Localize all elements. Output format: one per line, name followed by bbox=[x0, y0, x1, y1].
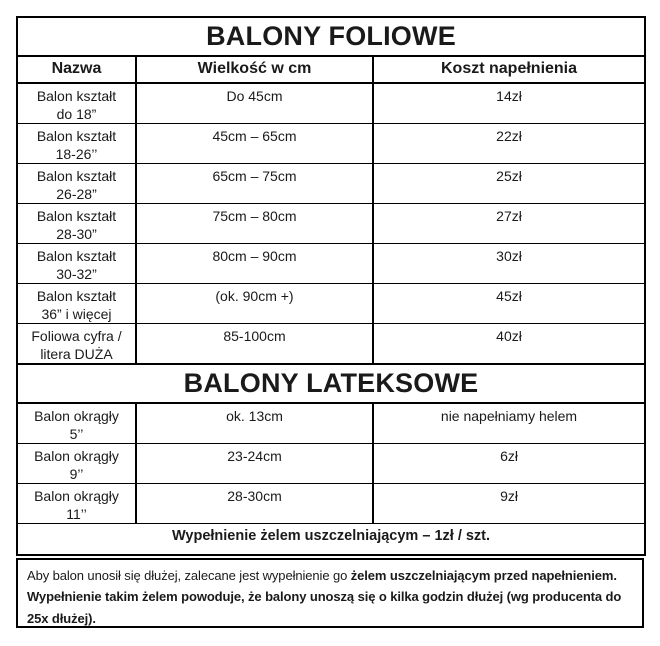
name-line-1: Balon okrągły bbox=[34, 448, 119, 464]
cell-name bbox=[17, 83, 136, 124]
name-line-2: 11’’ bbox=[66, 506, 87, 522]
section-title-row-lateksowe bbox=[17, 364, 645, 403]
cell-size: 75cm – 80cm bbox=[136, 204, 373, 244]
cell-name bbox=[17, 403, 136, 444]
note-text-normal: Aby balon unosił się dłużej, zalecane jest wypełnienie go bbox=[27, 567, 351, 583]
name-line-2: 18-26’’ bbox=[55, 146, 98, 162]
name-line-1: Balon okrągły bbox=[34, 488, 119, 504]
cell-name bbox=[17, 124, 136, 164]
column-header-koszt: Koszt napełnienia bbox=[373, 56, 645, 83]
cell-size: ok. 13cm bbox=[136, 403, 373, 444]
cell-size: Do 45cm bbox=[136, 83, 373, 124]
name-line-1: Balon kształt bbox=[36, 88, 117, 104]
name-line-2: 28-30” bbox=[56, 226, 97, 242]
cell-cost: 40zł bbox=[373, 324, 645, 365]
cell-cost: 25zł bbox=[373, 164, 645, 204]
gel-fill-price-row bbox=[17, 524, 645, 555]
cell-cost: nie napełniamy helem bbox=[373, 403, 645, 444]
cell-size: 80cm – 90cm bbox=[136, 244, 373, 284]
balloon-price-table bbox=[16, 16, 646, 556]
section-title-lateksowe: BALONY LATEKSOWE bbox=[17, 364, 645, 403]
name-line-1: Foliowa cyfra / bbox=[31, 328, 122, 344]
section-title-foliowe: BALONY FOLIOWE bbox=[17, 17, 645, 56]
name-line-2: 36” i więcej bbox=[41, 306, 112, 322]
cell-name bbox=[17, 164, 136, 204]
cell-cost: 14zł bbox=[373, 83, 645, 124]
name-line-1: Balon kształt bbox=[36, 128, 117, 144]
price-list-document bbox=[16, 16, 644, 628]
cell-name bbox=[17, 244, 136, 284]
cell-cost: 9zł bbox=[373, 484, 645, 524]
column-header-row bbox=[17, 56, 645, 83]
table-row bbox=[17, 403, 645, 444]
gel-fill-price-text: Wypełnienie żelem uszczelniającym – 1zł / szt. bbox=[17, 524, 645, 555]
cell-size: 65cm – 75cm bbox=[136, 164, 373, 204]
name-line-1: Balon kształt bbox=[36, 168, 117, 184]
table-row bbox=[17, 484, 645, 524]
table-row bbox=[17, 164, 645, 204]
table-row bbox=[17, 244, 645, 284]
note-text-bold: żelem uszczelniającym przed napełnieniem. Wypełnienie takim żelem powoduje, że balony unoszą się o kilka godzin dłużej (wg producenta do 25x dłużej). bbox=[27, 567, 622, 626]
cell-name bbox=[17, 204, 136, 244]
name-line-1: Balon okrągły bbox=[34, 408, 119, 424]
name-line-1: Balon kształt bbox=[36, 248, 117, 264]
name-line-2: 9’’ bbox=[69, 466, 84, 482]
cell-size: (ok. 90cm +) bbox=[136, 284, 373, 324]
name-line-2: 5’’ bbox=[69, 426, 84, 442]
name-line-2: 26-28” bbox=[56, 186, 97, 202]
column-header-wielkosc: Wielkość w cm bbox=[136, 56, 373, 83]
name-line-2: litera DUŻA bbox=[40, 346, 113, 362]
name-line-2: 30-32” bbox=[56, 266, 97, 282]
name-line-1: Balon kształt bbox=[36, 288, 117, 304]
name-line-1: Balon kształt bbox=[36, 208, 117, 224]
cell-size: 85-100cm bbox=[136, 324, 373, 365]
table-row bbox=[17, 324, 645, 365]
cell-size: 23-24cm bbox=[136, 444, 373, 484]
section-title-row-foliowe bbox=[17, 17, 645, 56]
cell-size: 28-30cm bbox=[136, 484, 373, 524]
table-row bbox=[17, 444, 645, 484]
table-row bbox=[17, 204, 645, 244]
table-row bbox=[17, 284, 645, 324]
cell-cost: 30zł bbox=[373, 244, 645, 284]
cell-cost: 45zł bbox=[373, 284, 645, 324]
table-row bbox=[17, 124, 645, 164]
cell-cost: 27zł bbox=[373, 204, 645, 244]
cell-cost: 6zł bbox=[373, 444, 645, 484]
cell-size: 45cm – 65cm bbox=[136, 124, 373, 164]
table-row bbox=[17, 83, 645, 124]
column-header-nazwa: Nazwa bbox=[17, 56, 136, 83]
cell-cost: 22zł bbox=[373, 124, 645, 164]
name-line-2: do 18” bbox=[56, 106, 97, 122]
cell-name bbox=[17, 324, 136, 365]
cell-name bbox=[17, 484, 136, 524]
cell-name bbox=[17, 284, 136, 324]
note-box bbox=[16, 558, 644, 628]
cell-name bbox=[17, 444, 136, 484]
